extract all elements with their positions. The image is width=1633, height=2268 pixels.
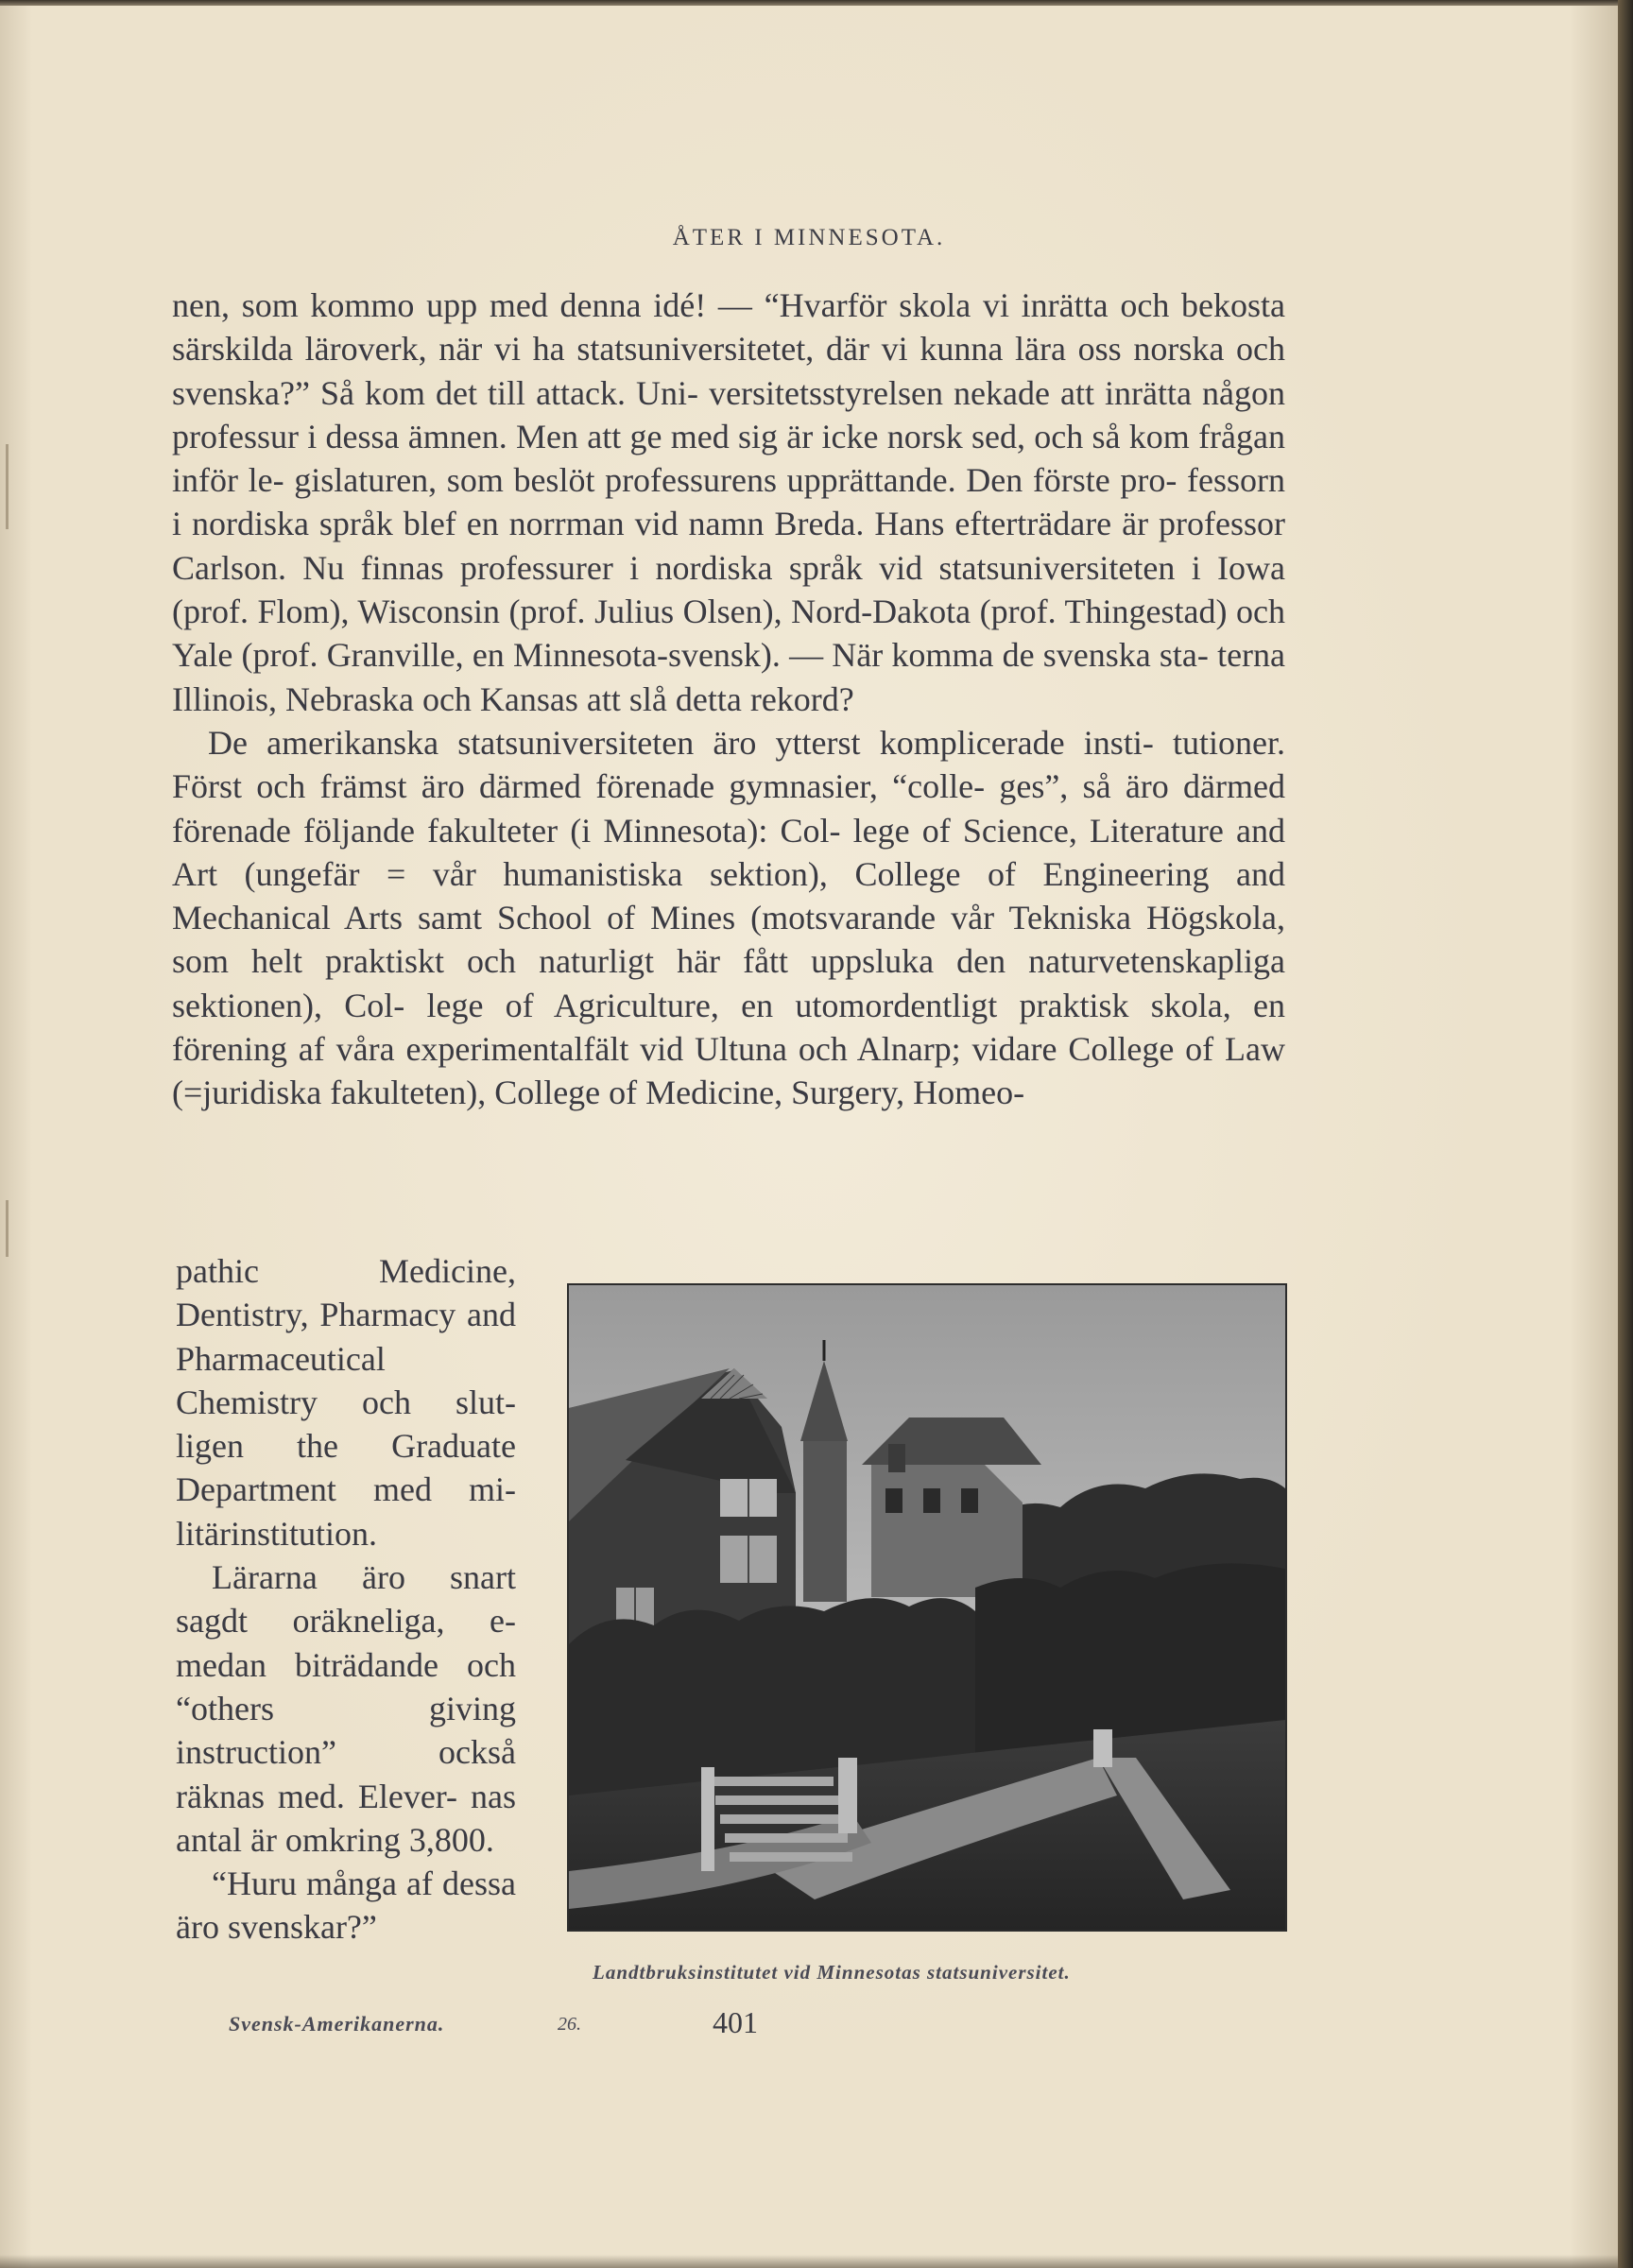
- text-line: lege of Agriculture, en utomordentligt praktisk skola, en förening af: [172, 986, 1285, 1069]
- building-photograph: [567, 1283, 1287, 1932]
- paragraph-2: [172, 721, 1285, 1115]
- text-line: Dentistry, Pharmacy: [176, 1296, 456, 1334]
- text-line: Department med mi-: [176, 1470, 516, 1509]
- top-edge-rule: [0, 0, 1618, 6]
- text-line: medan biträdande: [176, 1645, 438, 1684]
- photograph-illustration: [569, 1285, 1285, 1930]
- text-line: tutioner. Först och främst äro därmed förenade gymnasier, “colle-: [172, 723, 1285, 806]
- running-head: ÅTER I MINNESOTA.: [672, 225, 946, 250]
- text-line: Law (=juridiska fakulteten), College of Medicine, Surgery, Homeo-: [172, 1030, 1285, 1112]
- text-line: Julius Olsen), Nord-Dakota (prof. Thingestad) och Yale (prof.: [172, 593, 1285, 675]
- text-line: naturligt här fått uppsluka den naturvetenskapliga sektionen), Col-: [172, 942, 1285, 1024]
- text-line: språk vid statsuniversiteten i Iowa (prof. Flom), Wisconsin (prof.: [172, 548, 1286, 631]
- text-line: sagdt oräkneliga, e-: [176, 1602, 516, 1641]
- text-line: kunna lära oss norska och svenska?” Så kom det till attack. Uni-: [172, 330, 1286, 412]
- text-line: versitetsstyrelsen nekade att inrätta någon professur i dessa ämnen.: [172, 373, 1285, 455]
- text-line: och “others giving: [176, 1645, 516, 1727]
- text-line: Men att ge med sig är icke norsk sed, och så kom frågan inför le-: [172, 417, 1286, 500]
- text-line: fessorn i nordiska språk blef en norrman vid namn Breda. Hans: [172, 461, 1286, 543]
- text-line: och bekosta särskilda läroverk, när vi ha statsuniversitetet, där vi: [172, 286, 1286, 369]
- text-line: räknas med. Elever-: [176, 1777, 458, 1815]
- page-number: 401: [713, 2005, 758, 2039]
- text-line: lege of Science, Literature and Art (ungefär = vår humanistiska: [172, 811, 1285, 893]
- text-line: “Huru många af: [212, 1864, 433, 1903]
- margin-mark: [6, 444, 9, 529]
- side-paragraph-2: [176, 1555, 516, 1862]
- main-text: [172, 284, 1285, 1115]
- text-line: and Pharmaceutical: [176, 1296, 517, 1378]
- text-line: efterträdare är professor Carlson. Nu finnas professurer i nordiska: [172, 505, 1285, 587]
- text-line: De amerikanska statsuniversiteten äro ytterst komplicerade insti-: [208, 723, 1154, 762]
- text-line: pathic Medicine,: [176, 1252, 516, 1290]
- side-column-text: [176, 1249, 516, 1950]
- text-line: våra experimentalfält vid Ultuna och Alnarp; vidare College of: [335, 1030, 1214, 1069]
- side-paragraph-3: [176, 1862, 516, 1950]
- bottom-edge-shadow: [0, 2255, 1618, 2268]
- text-line: Chemistry och slut-: [176, 1383, 516, 1421]
- margin-mark: [6, 1200, 9, 1257]
- paragraph-1: [172, 284, 1285, 721]
- text-line: ligen the Graduate: [176, 1427, 516, 1466]
- text-line: instruction” också: [176, 1733, 516, 1772]
- text-line: litärinstitution.: [176, 1514, 377, 1553]
- text-line: nas antal är omkring: [176, 1777, 516, 1859]
- printer-signature: Svensk-Amerikanerna.: [229, 2012, 445, 2036]
- signature-number: 26.: [558, 2014, 581, 2035]
- text-line: gislaturen, som beslöt professurens upprättande. Den förste pro-: [294, 461, 1177, 500]
- text-line: nen, som kommo upp med denna idé! — “Hvarför skola vi inrätta: [172, 286, 1109, 324]
- page-binding-edge: [1618, 0, 1633, 2268]
- text-line: 3,800.: [408, 1820, 494, 1859]
- text-line: terna Illinois, Nebraska och Kansas att slå detta rekord?: [172, 636, 1286, 718]
- text-line: Granville, en Minnesota-svensk). — När komma de svenska sta-: [326, 636, 1209, 675]
- text-line: Mines (motsvarande vår Tekniska Högskola, som helt praktiskt och: [172, 899, 1285, 981]
- side-paragraph-1: [176, 1249, 516, 1555]
- text-line: sektion), College of Engineering and Mechanical Arts samt School of: [172, 854, 1286, 937]
- text-line: dessa äro svenskar?”: [176, 1864, 517, 1947]
- photo-caption: Landtbruksinstitutet vid Minnesotas statsuniversitet.: [593, 1961, 1071, 1984]
- text-line: ges”, så äro därmed förenade följande fakulteter (i Minnesota): Col-: [172, 767, 1285, 850]
- text-line: Lärarna äro snart: [212, 1558, 516, 1597]
